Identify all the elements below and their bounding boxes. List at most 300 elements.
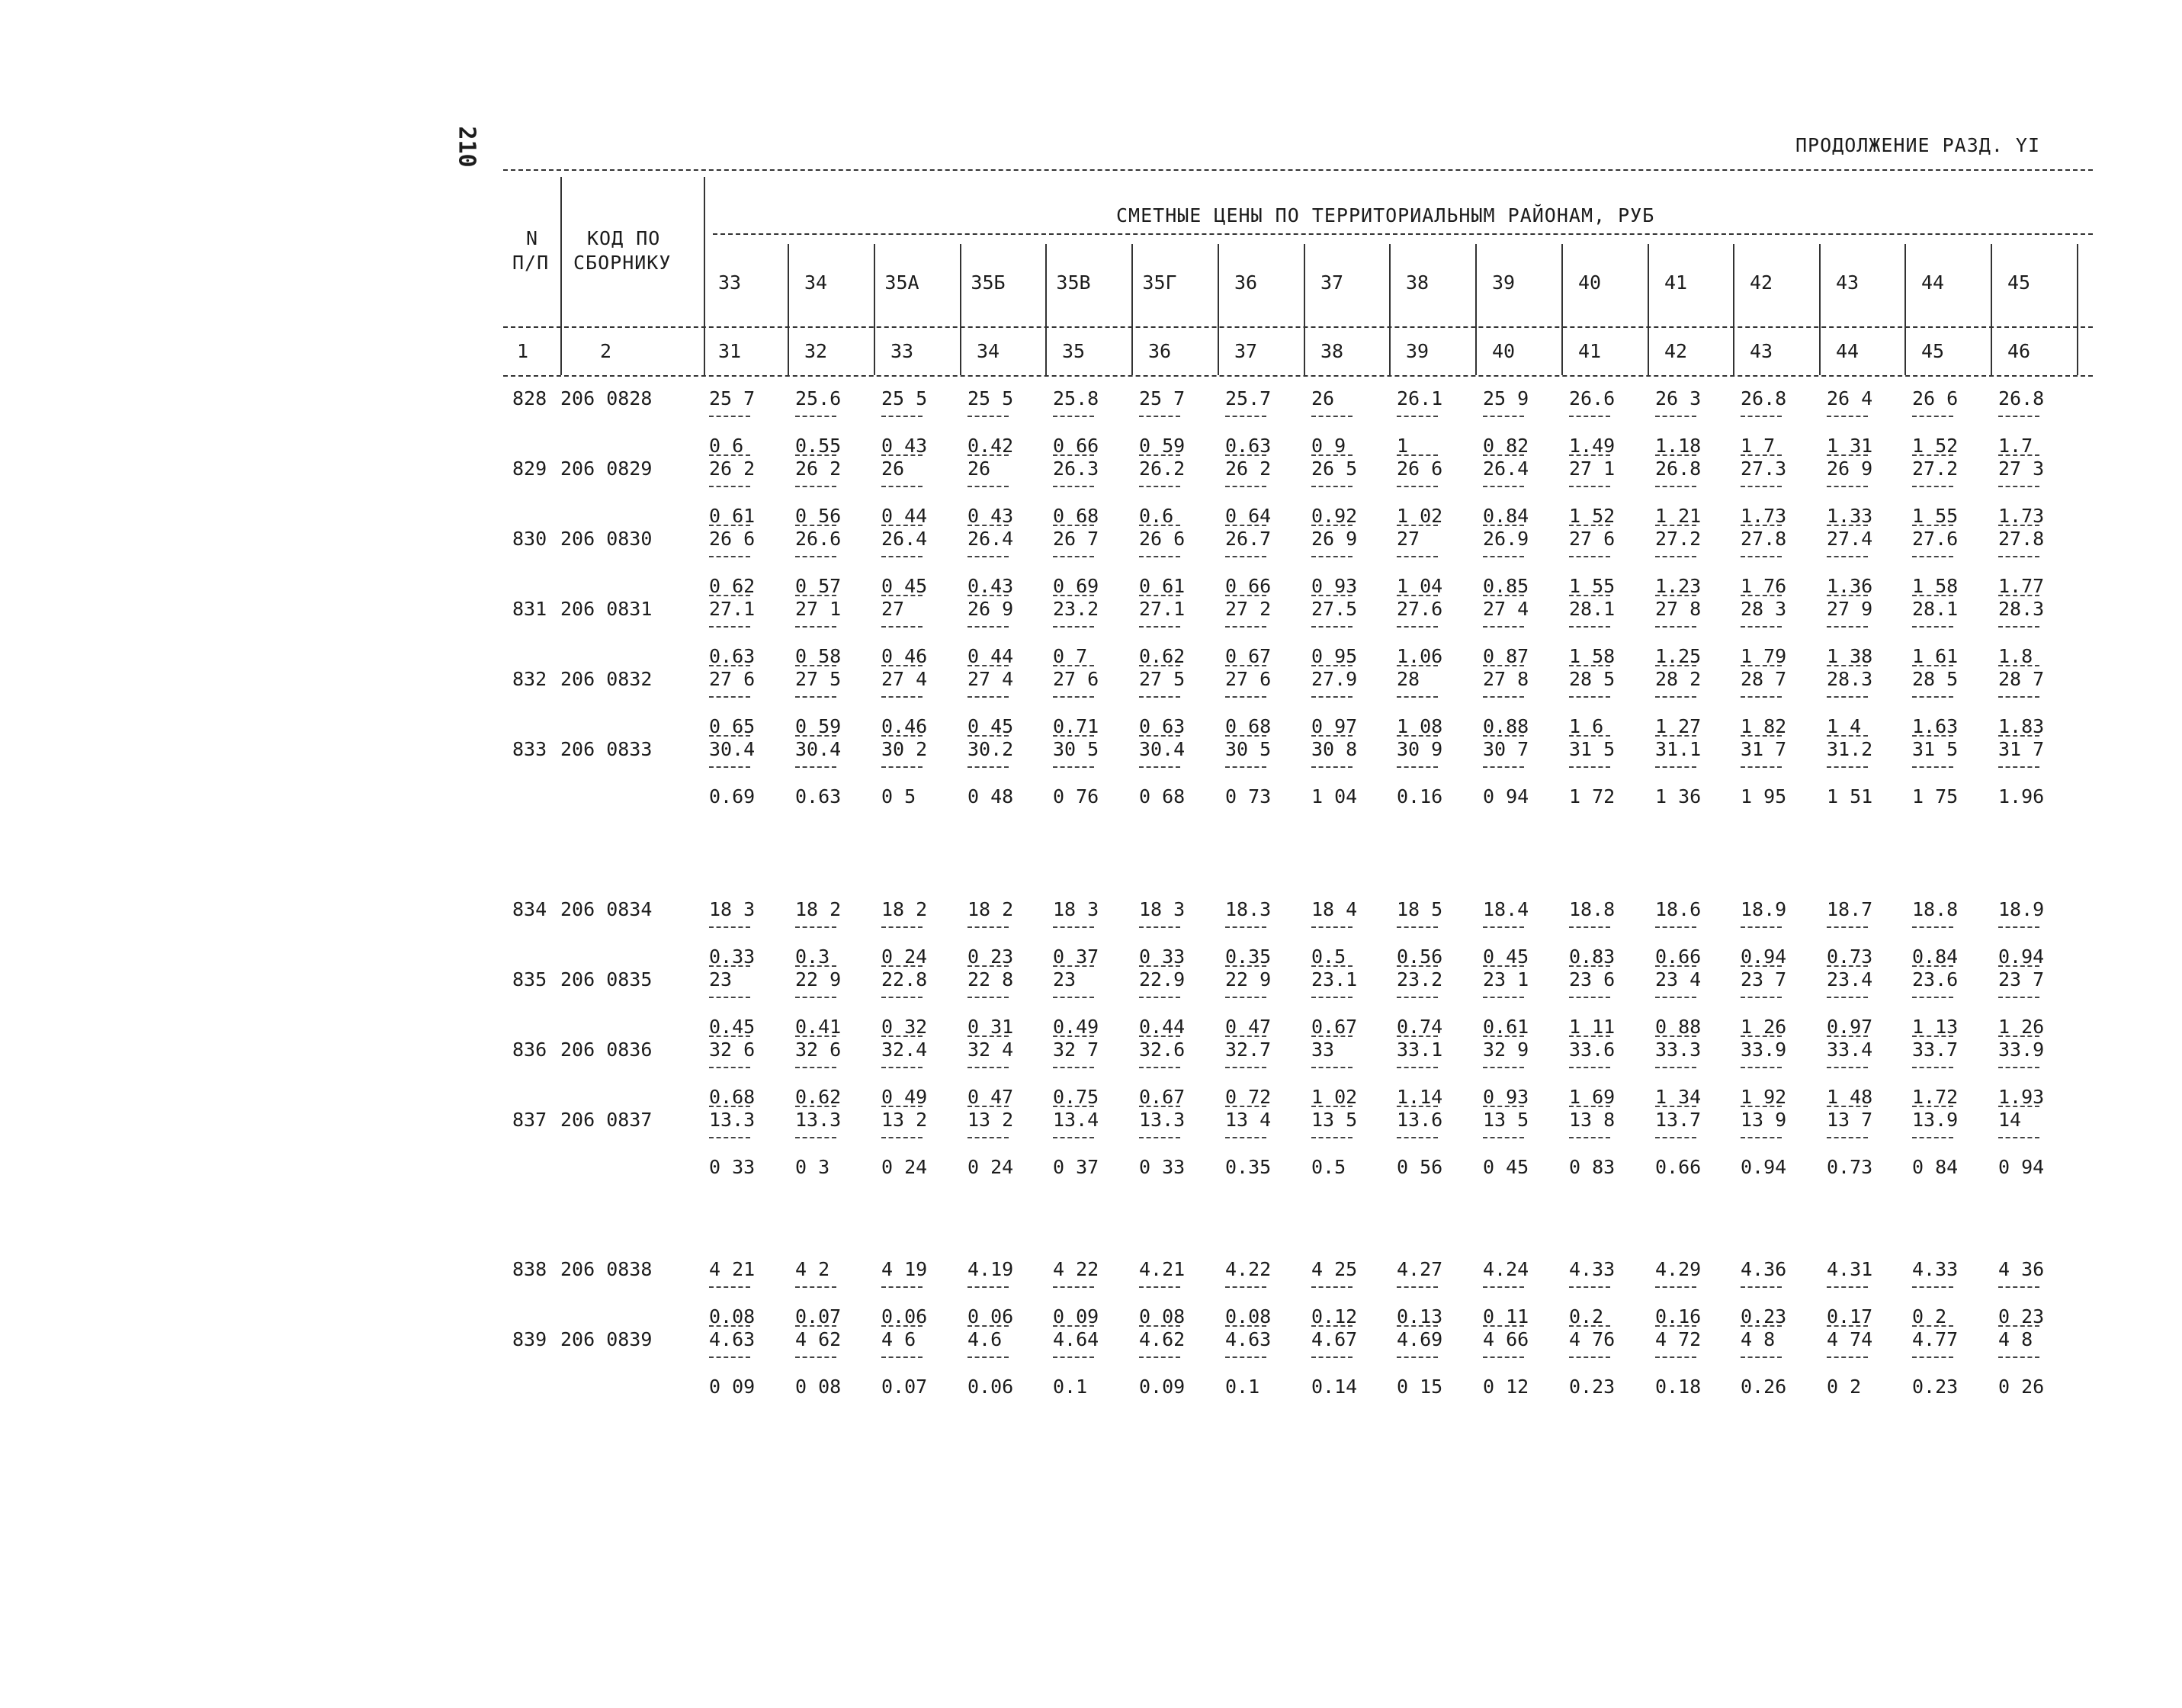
row-separator: [967, 595, 1009, 596]
denominator-value: 0 69: [1053, 575, 1099, 597]
denominator-value: 0 76: [1053, 785, 1099, 807]
numerator-value: 18.3: [1225, 898, 1272, 920]
row-separator: [1053, 965, 1094, 967]
numerator-value: 28 3: [1741, 598, 1787, 620]
denominator-value: 0.33: [709, 946, 756, 968]
row-separator: [1225, 454, 1266, 456]
row-separator: [1912, 595, 1953, 596]
denominator-value: 0.49: [1053, 1016, 1099, 1038]
row-number: 839: [512, 1328, 547, 1350]
denominator-value: 1 04: [1397, 575, 1443, 597]
fraction-line: [1139, 486, 1180, 487]
denominator-value: 1.8: [1998, 645, 2033, 667]
fraction-line: [1912, 1137, 1953, 1138]
fraction-line: [1139, 1286, 1180, 1288]
numerator-value: 33.1: [1397, 1039, 1443, 1061]
denominator-value: 1 34: [1655, 1086, 1702, 1108]
numerator-value: 27.8: [1998, 528, 2045, 550]
denominator-value: 0 32: [881, 1016, 928, 1038]
row-code: 206 0832: [560, 668, 653, 690]
denominator-value: 0.85: [1483, 575, 1529, 597]
row-separator: [1483, 525, 1524, 526]
denominator-value: 1.23: [1655, 575, 1702, 597]
fraction-line: [1483, 486, 1524, 487]
denominator-value: 1.83: [1998, 715, 2045, 737]
numerator-value: 18 2: [967, 898, 1014, 920]
row-number: 836: [512, 1039, 547, 1061]
fraction-line: [1827, 926, 1868, 928]
fraction-line: [1483, 696, 1524, 698]
fraction-line: [1225, 1137, 1266, 1138]
row-separator: [1311, 595, 1353, 596]
denominator-value: 0 33: [709, 1156, 756, 1178]
fraction-line: [1225, 1356, 1266, 1358]
denominator-value: 1 31: [1827, 435, 1873, 457]
denominator-value: 0.07: [795, 1305, 842, 1328]
numerator-value: 26 2: [709, 458, 756, 480]
fraction-line: [1139, 556, 1180, 557]
numerator-value: 22 9: [795, 968, 842, 990]
fraction-line: [881, 626, 923, 628]
numerator-value: 33.6: [1569, 1039, 1616, 1061]
denominator-value: 1.73: [1998, 505, 2045, 527]
numerator-value: 23 6: [1569, 968, 1616, 990]
numerator-value: 4 66: [1483, 1328, 1529, 1350]
fraction-line: [1912, 486, 1953, 487]
numerator-value: 26 6: [1912, 387, 1959, 409]
fraction-line: [1998, 1356, 2039, 1358]
numerator-value: 4 19: [881, 1258, 928, 1280]
row-separator: [967, 735, 1009, 737]
denominator-value: 0 24: [881, 1156, 928, 1178]
fraction-line: [1827, 766, 1868, 768]
col-number: 33: [890, 340, 914, 362]
fraction-line: [795, 486, 836, 487]
denominator-value: 1 36: [1655, 785, 1702, 807]
denominator-value: 1 21: [1655, 505, 1702, 527]
numerator-value: 28.3: [1998, 598, 2045, 620]
fraction-line: [967, 1067, 1009, 1068]
row-separator: [1827, 665, 1868, 666]
numerator-value: 4 62: [795, 1328, 842, 1350]
row-code: 206 0835: [560, 968, 653, 990]
row-separator: [795, 454, 836, 456]
numerator-value: 18 5: [1397, 898, 1443, 920]
fraction-line: [1311, 556, 1353, 557]
denominator-value: 0 06: [967, 1305, 1014, 1328]
numerator-value: 26.6: [795, 528, 842, 550]
row-number: 834: [512, 898, 547, 920]
numerator-value: 22 9: [1225, 968, 1272, 990]
numerator-value: 22 8: [967, 968, 1014, 990]
numerator-value: 27.8: [1741, 528, 1787, 550]
numerator-value: 26.8: [1998, 387, 2045, 409]
col-number: 44: [1835, 340, 1860, 362]
numerator-value: 26 6: [709, 528, 756, 550]
fraction-line: [1827, 556, 1868, 557]
denominator-value: 0.94: [1741, 1156, 1787, 1178]
row-separator: [1225, 1325, 1266, 1327]
denominator-value: 0.2: [1569, 1305, 1604, 1328]
fraction-line: [1998, 626, 2039, 628]
numerator-value: 25 5: [881, 387, 928, 409]
denominator-value: 0 62: [709, 575, 756, 597]
row-separator: [1311, 454, 1353, 456]
denominator-value: 0 82: [1483, 435, 1529, 457]
denominator-value: 1.06: [1397, 645, 1443, 667]
numerator-value: 18 3: [1139, 898, 1186, 920]
fraction-line: [709, 1286, 750, 1288]
denominator-value: 0 23: [1998, 1305, 2045, 1328]
row-separator: [1998, 1106, 2039, 1107]
denominator-value: 0.07: [881, 1376, 928, 1398]
row-separator: [1655, 965, 1696, 967]
row-number: 837: [512, 1109, 547, 1131]
fraction-line: [1483, 997, 1524, 998]
header-col-separator: [2077, 244, 2078, 375]
numerator-value: 13.4: [1053, 1109, 1099, 1131]
fraction-line: [1139, 1067, 1180, 1068]
numerator-value: 18 2: [881, 898, 928, 920]
row-separator: [967, 1106, 1009, 1107]
numerator-value: 4 36: [1998, 1258, 2045, 1280]
fraction-line: [1397, 416, 1438, 417]
fraction-line: [1311, 1137, 1353, 1138]
fraction-line: [1827, 1137, 1868, 1138]
fraction-line: [1225, 926, 1266, 928]
numerator-value: 25 7: [1139, 387, 1186, 409]
numerator-value: 32.4: [881, 1039, 928, 1061]
row-separator: [1311, 1035, 1353, 1037]
denominator-value: 0 33: [1139, 946, 1186, 968]
denominator-value: 0.66: [1655, 946, 1702, 968]
denominator-value: 0 45: [1483, 946, 1529, 968]
denominator-value: 0.14: [1311, 1376, 1358, 1398]
district-label: 35Б: [971, 271, 1006, 294]
row-separator: [1912, 735, 1953, 737]
numerator-value: 27 1: [795, 598, 842, 620]
fraction-line: [1311, 926, 1353, 928]
numerator-value: 4.64: [1053, 1328, 1099, 1350]
col-number: 41: [1577, 340, 1602, 362]
fraction-line: [1139, 926, 1180, 928]
row-separator: [1483, 454, 1524, 456]
districts-rule: [713, 233, 2093, 235]
numerator-value: 27 6: [1053, 668, 1099, 690]
numerator-value: 4.63: [709, 1328, 756, 1350]
fraction-line: [1311, 997, 1353, 998]
fraction-line: [967, 416, 1009, 417]
numerator-value: 27.1: [709, 598, 756, 620]
fraction-line: [795, 1286, 836, 1288]
row-separator: [967, 1035, 1009, 1037]
row-separator: [1655, 1035, 1696, 1037]
row-separator: [1655, 1106, 1696, 1107]
numerator-value: 18.9: [1998, 898, 2045, 920]
denominator-value: 0 45: [967, 715, 1014, 737]
denominator-value: 0.09: [1139, 1376, 1186, 1398]
denominator-value: 0.56: [1397, 946, 1443, 968]
numerator-value: 26 3: [1655, 387, 1702, 409]
numerator-value: 18 3: [1053, 898, 1099, 920]
row-separator: [1998, 665, 2039, 666]
numerator-value: 27: [1397, 528, 1420, 550]
row-separator: [1827, 965, 1868, 967]
denominator-value: 0 43: [881, 435, 928, 457]
numerator-value: 13 5: [1311, 1109, 1358, 1131]
denominator-value: 0 08: [795, 1376, 842, 1398]
denominator-value: 0.18: [1655, 1376, 1702, 1398]
numerator-value: 27.6: [1912, 528, 1959, 550]
denominator-value: 1 52: [1569, 505, 1616, 527]
fraction-line: [1655, 1067, 1696, 1068]
fraction-line: [881, 926, 923, 928]
row-separator: [1053, 595, 1094, 596]
fraction-line: [1912, 926, 1953, 928]
fraction-line: [1397, 926, 1438, 928]
denominator-value: 0 5: [881, 785, 916, 807]
row-separator: [881, 665, 923, 666]
fraction-line: [1139, 626, 1180, 628]
denominator-value: 0.13: [1397, 1305, 1443, 1328]
fraction-line: [709, 766, 750, 768]
row-separator: [1225, 965, 1266, 967]
row-separator: [1998, 735, 2039, 737]
numerator-value: 27 6: [1225, 668, 1272, 690]
numerator-value: 4.31: [1827, 1258, 1873, 1280]
denominator-value: 0 67: [1225, 645, 1272, 667]
row-separator: [795, 1325, 836, 1327]
denominator-value: 0 95: [1311, 645, 1358, 667]
numerator-value: 31 7: [1741, 738, 1787, 760]
denominator-value: 1.49: [1569, 435, 1616, 457]
row-separator: [1225, 525, 1266, 526]
row-separator: [795, 665, 836, 666]
fraction-line: [1655, 486, 1696, 487]
denominator-value: 0.92: [1311, 505, 1358, 527]
numerator-value: 27 4: [881, 668, 928, 690]
fraction-line: [1397, 997, 1438, 998]
numerator-value: 32.7: [1225, 1039, 1272, 1061]
fraction-line: [1827, 1286, 1868, 1288]
denominator-value: 0 09: [1053, 1305, 1099, 1328]
denominator-value: 1 11: [1569, 1016, 1616, 1038]
numerator-value: 30.2: [967, 738, 1014, 760]
row-separator: [1053, 735, 1094, 737]
fraction-line: [1569, 1286, 1610, 1288]
fraction-line: [1912, 416, 1953, 417]
denominator-value: 0.42: [967, 435, 1014, 457]
numerator-value: 4.36: [1741, 1258, 1787, 1280]
denominator-value: 0.1: [1053, 1376, 1088, 1398]
row-separator: [881, 1035, 923, 1037]
row-separator: [1311, 1106, 1353, 1107]
denominator-value: 0 61: [1139, 575, 1186, 597]
fraction-line: [1225, 486, 1266, 487]
denominator-value: 1 38: [1827, 645, 1873, 667]
denominator-value: 1 61: [1912, 645, 1959, 667]
fraction-line: [1225, 766, 1266, 768]
fraction-line: [1225, 696, 1266, 698]
numerator-value: 27.9: [1311, 668, 1358, 690]
row-separator: [1397, 1106, 1438, 1107]
denominator-value: 1 6: [1569, 715, 1604, 737]
fraction-line: [1053, 997, 1094, 998]
denominator-value: 1 58: [1569, 645, 1616, 667]
numerator-value: 26 6: [1397, 458, 1443, 480]
denominator-value: 1 26: [1998, 1016, 2045, 1038]
numerator-value: 27.3: [1741, 458, 1787, 480]
fraction-line: [709, 1067, 750, 1068]
numerator-value: 27 5: [1139, 668, 1186, 690]
numerator-value: 30 2: [881, 738, 928, 760]
numerator-value: 23 7: [1998, 968, 2045, 990]
row-code: 206 0836: [560, 1039, 653, 1061]
fraction-line: [1569, 926, 1610, 928]
denominator-value: 0 65: [709, 715, 756, 737]
fraction-line: [1912, 766, 1953, 768]
denominator-value: 1 4: [1827, 715, 1862, 737]
denominator-value: 1.25: [1655, 645, 1702, 667]
fraction-line: [967, 486, 1009, 487]
row-separator: [1397, 595, 1438, 596]
numerator-value: 22.8: [881, 968, 928, 990]
denominator-value: 1 92: [1741, 1086, 1787, 1108]
numerator-value: 28: [1397, 668, 1420, 690]
denominator-value: 1 52: [1912, 435, 1959, 457]
fraction-line: [1912, 1067, 1953, 1068]
numerator-value: 25 5: [967, 387, 1014, 409]
row-separator: [709, 735, 750, 737]
denominator-value: 0 33: [1139, 1156, 1186, 1178]
row-separator: [1998, 525, 2039, 526]
fraction-line: [1483, 416, 1524, 417]
denominator-value: 0.06: [881, 1305, 928, 1328]
district-label: 35Г: [1142, 271, 1177, 294]
fraction-line: [881, 1356, 923, 1358]
row-separator: [1998, 1035, 2039, 1037]
numerator-value: 4.67: [1311, 1328, 1358, 1350]
row-separator: [1139, 454, 1180, 456]
fraction-line: [1741, 416, 1782, 417]
numerator-value: 27.4: [1827, 528, 1873, 550]
row-separator: [1741, 965, 1782, 967]
numerator-value: 4.24: [1483, 1258, 1529, 1280]
col-number: 39: [1405, 340, 1430, 362]
row-separator: [1139, 665, 1180, 666]
denominator-value: 0 59: [795, 715, 842, 737]
fraction-line: [1998, 696, 2039, 698]
fraction-line: [1998, 1137, 2039, 1138]
denominator-value: 0.23: [1741, 1305, 1787, 1328]
numerator-value: 30.4: [795, 738, 842, 760]
numerator-value: 18 3: [709, 898, 756, 920]
fraction-line: [1311, 1067, 1353, 1068]
fraction-line: [1053, 1067, 1094, 1068]
header-top-rule: [503, 169, 2093, 171]
denominator-value: 0 37: [1053, 1156, 1099, 1178]
fraction-line: [1655, 1356, 1696, 1358]
denominator-value: 0 46: [881, 645, 928, 667]
district-label: 41: [1664, 271, 1688, 294]
row-separator: [709, 525, 750, 526]
denominator-value: 1 51: [1827, 785, 1873, 807]
numerator-value: 32 9: [1483, 1039, 1529, 1061]
fraction-line: [1741, 626, 1782, 628]
numerator-value: 18 2: [795, 898, 842, 920]
denominator-value: 0 68: [1225, 715, 1272, 737]
row-separator: [881, 454, 923, 456]
numerator-value: 23.1: [1311, 968, 1358, 990]
numerator-value: 13.3: [795, 1109, 842, 1131]
row-code: 206 0833: [560, 738, 653, 760]
district-label: 39: [1491, 271, 1516, 294]
denominator-value: 0.63: [709, 645, 756, 667]
denominator-value: 0 94: [1483, 785, 1529, 807]
numerator-value: 28 7: [1998, 668, 2045, 690]
denominator-value: 0.46: [881, 715, 928, 737]
denominator-value: 0.5: [1311, 946, 1346, 968]
fraction-line: [1569, 766, 1610, 768]
numerator-value: 26.6: [1569, 387, 1616, 409]
col-number: 34: [976, 340, 1000, 362]
numerator-value: 13 9: [1741, 1109, 1787, 1131]
fraction-line: [1053, 486, 1094, 487]
row-separator: [1827, 454, 1868, 456]
numerator-value: 33.9: [1741, 1039, 1787, 1061]
row-separator: [1827, 1035, 1868, 1037]
row-separator: [1225, 1035, 1266, 1037]
numerator-value: 32.6: [1139, 1039, 1186, 1061]
fraction-line: [1912, 696, 1953, 698]
numerator-value: 30.4: [1139, 738, 1186, 760]
numerator-value: 4 76: [1569, 1328, 1616, 1350]
denominator-value: 1 72: [1569, 785, 1616, 807]
fraction-line: [1741, 1356, 1782, 1358]
numerator-value: 26.4: [881, 528, 928, 550]
fraction-line: [1311, 1286, 1353, 1288]
district-label: 40: [1577, 271, 1602, 294]
district-label: 35В: [1056, 271, 1091, 294]
numerator-value: 26 9: [1827, 458, 1873, 480]
numerator-value: 23.2: [1053, 598, 1099, 620]
row-number: 838: [512, 1258, 547, 1280]
denominator-value: 0.66: [1655, 1156, 1702, 1178]
fraction-line: [1053, 1137, 1094, 1138]
denominator-value: 0.84: [1483, 505, 1529, 527]
fraction-line: [1397, 1067, 1438, 1068]
row-separator: [1741, 735, 1782, 737]
row-separator: [1741, 1325, 1782, 1327]
numerator-value: 27 8: [1655, 598, 1702, 620]
numerator-value: 28.3: [1827, 668, 1873, 690]
fraction-line: [1225, 626, 1266, 628]
fraction-line: [1912, 1286, 1953, 1288]
numerator-value: 4.33: [1912, 1258, 1959, 1280]
fraction-line: [1998, 1286, 2039, 1288]
numerator-value: 14: [1998, 1109, 2022, 1131]
numerator-value: 4.21: [1139, 1258, 1186, 1280]
fraction-line: [967, 926, 1009, 928]
district-label: 44: [1920, 271, 1945, 294]
numerator-value: 26 5: [1311, 458, 1358, 480]
col-number: 1: [517, 340, 529, 362]
row-separator: [1397, 1035, 1438, 1037]
numerator-value: 32 6: [795, 1039, 842, 1061]
numerator-value: 26 9: [1311, 528, 1358, 550]
fraction-line: [1998, 486, 2039, 487]
numerator-value: 13.7: [1655, 1109, 1702, 1131]
